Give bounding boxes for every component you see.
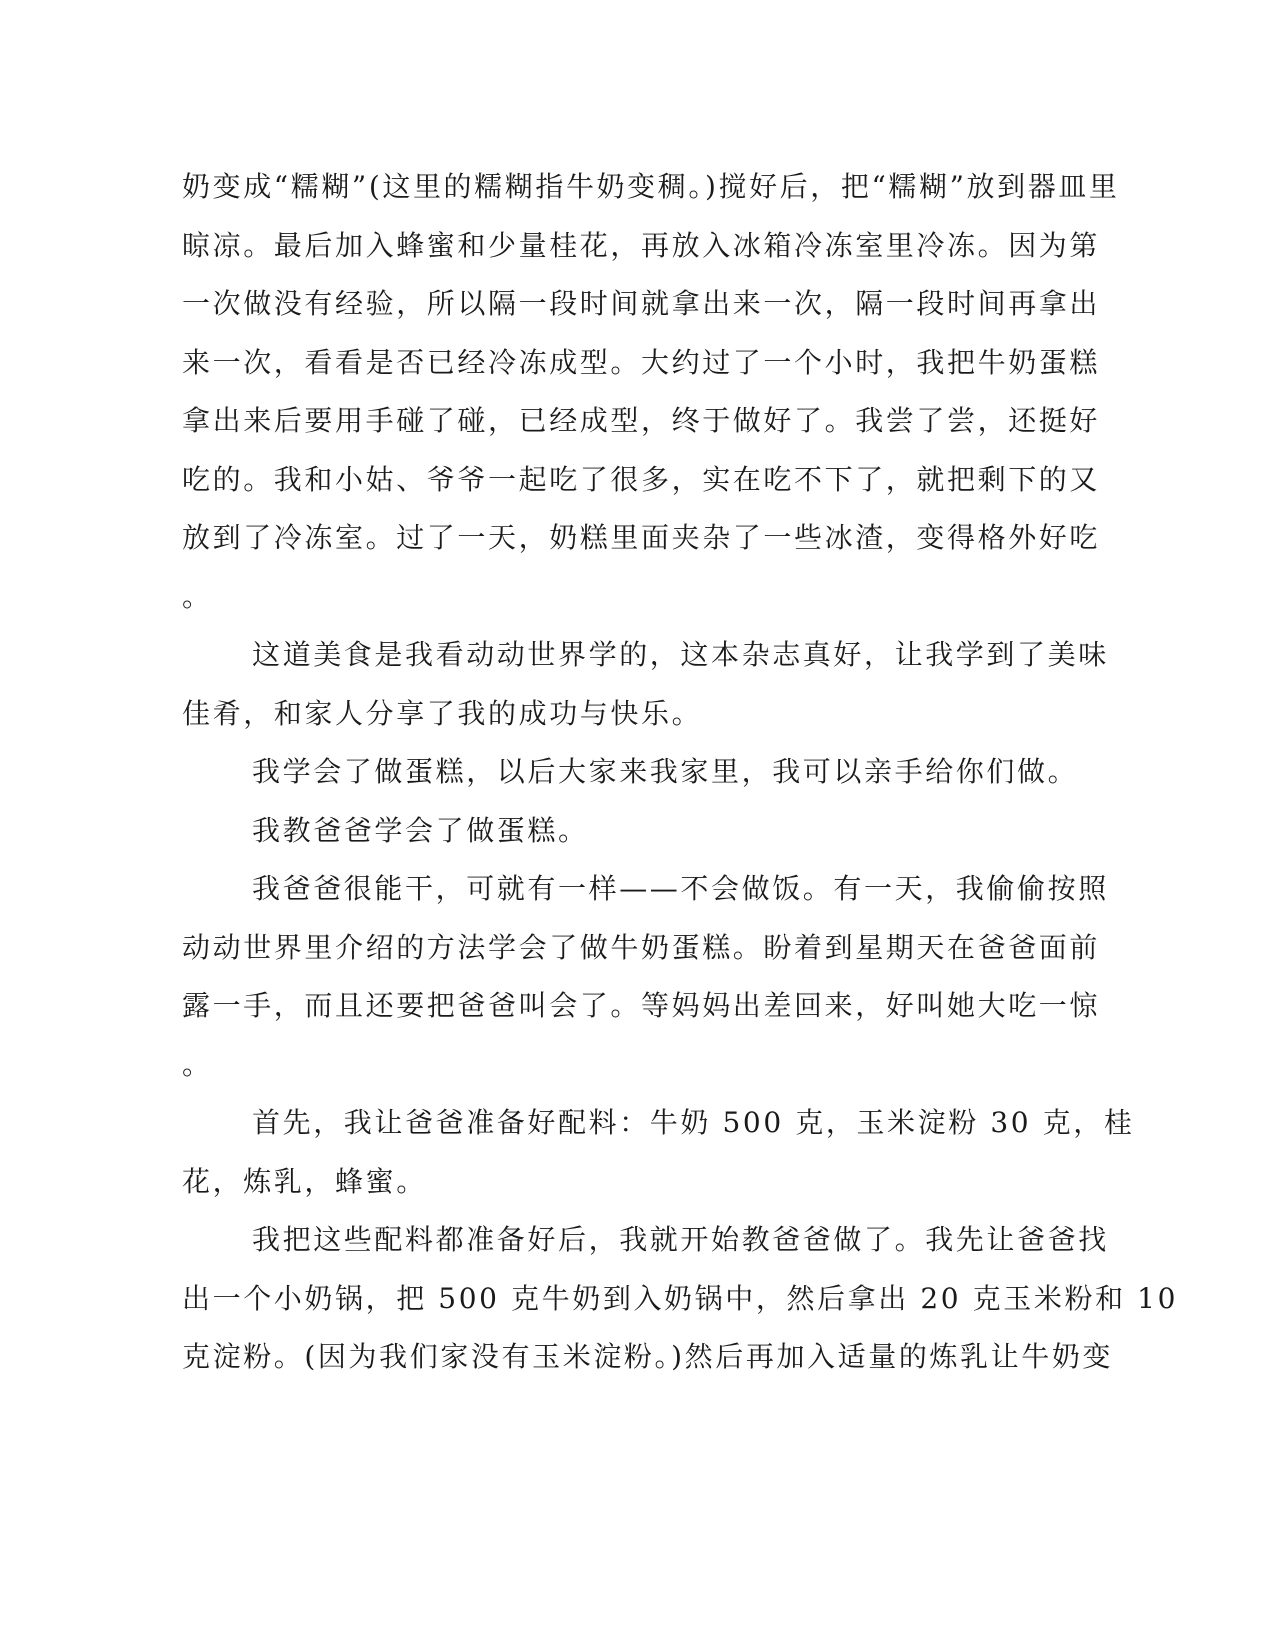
paragraph-start-line: 我爸爸很能干，可就有一样——不会做饭。有一天，我偷偷按照 xyxy=(252,872,1109,905)
text-line: 吃的。我和小姑、爷爷一起吃了很多，实在吃不下了，就把剩下的又 xyxy=(182,462,1101,496)
body-text xyxy=(182,158,1179,1387)
paragraph-start-line: 我把这些配料都准备好后，我就开始教爸爸做了。我先让爸爸找 xyxy=(252,1223,1109,1256)
text-line: 动动世界里介绍的方法学会了做牛奶蛋糕。盼着到星期天在爸爸面前 xyxy=(182,930,1101,964)
text-line: 克淀粉。(因为我们家没有玉米淀粉。)然后再加入适量的炼乳让牛奶变 xyxy=(182,1340,1114,1373)
paragraph-start-line: 我学会了做蛋糕，以后大家来我家里，我可以亲手给你们做。 xyxy=(252,755,1079,788)
text-line: 出一个小奶锅，把 500 克牛奶到入奶锅中，然后拿出 20 克玉米粉和 10 xyxy=(182,1281,1179,1315)
paragraph-start-line: 首先，我让爸爸准备好配料：牛奶 500 克，玉米淀粉 30 克，桂 xyxy=(252,1106,1135,1139)
text-line: 。 xyxy=(182,1047,213,1081)
text-line: 来一次，看看是否已经冷冻成型。大约过了一个小时，我把牛奶蛋糕 xyxy=(182,345,1101,379)
text-line: 花，炼乳，蜂蜜。 xyxy=(182,1164,427,1198)
text-line: 。 xyxy=(182,579,213,613)
paragraph-start-line: 这道美食是我看动动世界学的，这本杂志真好，让我学到了美味 xyxy=(252,638,1109,671)
text-line: 晾凉。最后加入蜂蜜和少量桂花，再放入冰箱冷冻室里冷冻。因为第 xyxy=(182,228,1101,262)
text-line: 露一手，而且还要把爸爸叫会了。等妈妈出差回来，好叫她大吃一惊 xyxy=(182,989,1101,1022)
text-line: 拿出来后要用手碰了碰，已经成型，终于做好了。我尝了尝，还挺好 xyxy=(182,404,1101,437)
text-line: 一次做没有经验，所以隔一段时间就拿出来一次，隔一段时间再拿出 xyxy=(182,287,1101,320)
text-line: 奶变成“糯糊”(这里的糯糊指牛奶变稠。)搅好后，把“糯糊”放到器皿里 xyxy=(182,170,1120,203)
text-line: 放到了冷冻室。过了一天，奶糕里面夹杂了一些冰渣，变得格外好吃 xyxy=(182,521,1101,554)
paragraph-start-line: 我教爸爸学会了做蛋糕。 xyxy=(252,813,589,847)
text-line: 佳肴，和家人分享了我的成功与快乐。 xyxy=(182,696,703,730)
